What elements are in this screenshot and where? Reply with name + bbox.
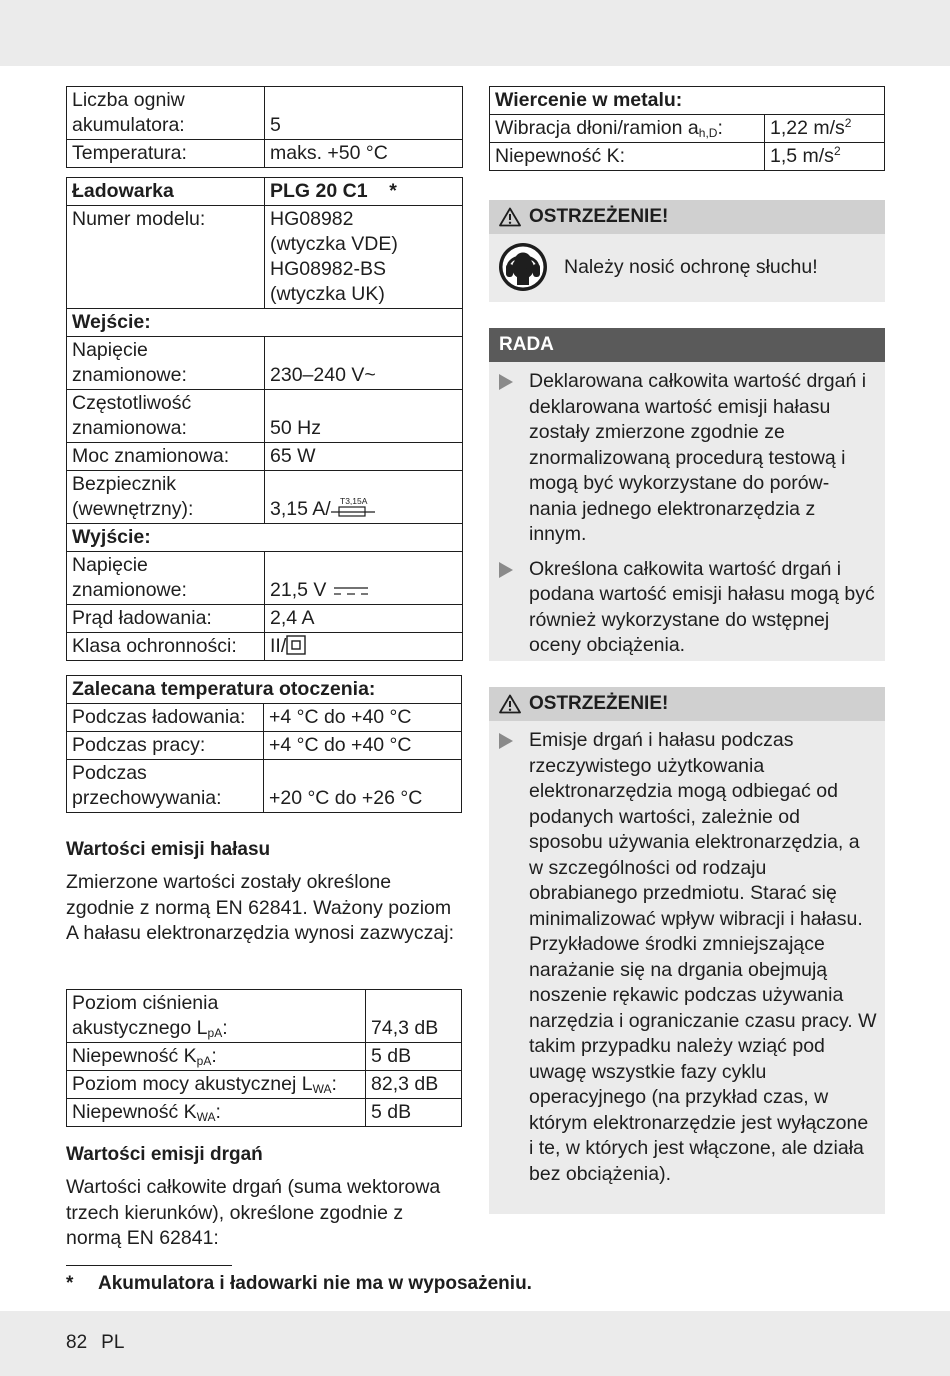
warning-header — [489, 687, 885, 721]
cell-label: Numer modelu: — [67, 206, 265, 309]
charger-table — [66, 177, 463, 661]
footnote-divider — [66, 1265, 232, 1266]
footnote-star: * — [66, 1273, 74, 1294]
superscript: 2 — [844, 116, 852, 130]
input-title: Wejście: — [67, 309, 463, 337]
cell-value: +20 °C do +26 °C — [264, 760, 462, 813]
table-row — [67, 605, 463, 633]
cell-label: Prąd ładowania: — [67, 605, 265, 633]
cell-label: Liczba ogniw — [72, 89, 185, 111]
metal-title: Wiercenie w metalu: — [490, 87, 885, 115]
table-row — [67, 524, 463, 552]
cell-label: Napięcie — [72, 339, 148, 361]
table-row — [67, 760, 462, 813]
superscript: 2 — [833, 144, 841, 158]
tip-box — [489, 328, 885, 661]
cell-value: 230–240 V~ — [265, 337, 463, 390]
table-row: Wibracja dłoni/ramion $a_{h,D}$: 1,22 $m/s^2$ — [490, 115, 885, 143]
table-row — [67, 676, 462, 704]
cell-label: Podczas ładowania: — [67, 704, 264, 732]
fuse-symbol-icon — [331, 495, 375, 519]
vibration-heading: Wartości emisji drgań — [66, 1144, 263, 1165]
cell-label: Wibracja dłoni/ramion a — [495, 117, 699, 139]
cell-label: Niepewność K: — [490, 143, 765, 171]
tip-title: RADA — [499, 334, 554, 355]
tip-text: Deklarowana całkowita wartość drgań i deklarowana wartość emisji hałasu zostały zmierzone zgodnie ze znormalizowaną procedurą testową i mogą być wykorzystane do porów- nania jednego elektronarzędzia z innym. — [529, 370, 867, 545]
arrow-bullet-icon — [499, 562, 513, 578]
cell-value: +4 °C do +40 °C — [264, 732, 462, 760]
cell-label: znamionowa: — [72, 417, 187, 439]
warning-triangle-icon — [499, 207, 521, 227]
table-row — [67, 309, 463, 337]
cell-value: 50 Hz — [265, 390, 463, 443]
subscript: pA — [196, 1054, 212, 1068]
battery-table — [66, 86, 463, 168]
warning-header — [489, 200, 885, 234]
table-row — [67, 337, 463, 390]
cell-value: II/ — [270, 635, 287, 657]
cell-label: znamionowe: — [72, 579, 187, 601]
table-row — [67, 704, 462, 732]
bottom-band — [0, 1311, 950, 1376]
table-row — [67, 390, 463, 443]
model-line: HG08982-BS — [270, 258, 386, 280]
warning-text: Emisje drgań i hałasu podczas rzeczywistego użytkowania elektronarzędzia mogą odbiegać od podanych wartości, zależnie od sposobu używania elektronarzędzia, a w szczególności od rodzaju obrabianego przedmiotu. Starać się minimalizować wpływ wibracji i hałasu. Przykładowe środki zmniejszające narażanie się na drgania obejmują noszenie rękawic podczas używania narzędzia i ograniczanie czasu pracy. W takim przypadku należy wziąć pod uwagę wszystkie fazy cyklu operacyjnego (na przykład czas, w którym elektronarzędzie jest wyłączone i te, w których jest włączone, ale działa bez obciążenia). — [529, 729, 877, 1185]
table-row: Poziom mocy akustycznej $L_{WA}$: 82,3 dB — [67, 1071, 462, 1099]
cell-value: 65 W — [265, 443, 463, 471]
cell-value: 1,22 m/s — [770, 117, 845, 139]
table-row — [490, 143, 885, 171]
subscript: WA — [312, 1082, 332, 1096]
subscript: pA — [207, 1026, 223, 1040]
table-row — [67, 206, 463, 309]
footnote-text: Akumulatora i ładowarki nie ma w wyposażeniu. — [98, 1273, 532, 1294]
table-row — [67, 552, 463, 605]
noise-heading: Wartości emisji hałasu — [66, 839, 271, 860]
cell-label: Napięcie — [72, 554, 148, 576]
cell-label: Klasa ochronności: — [67, 633, 265, 661]
ambient-title: Zalecana temperatura otoczenia: — [67, 676, 462, 704]
page-footer — [66, 1332, 124, 1354]
table-row — [67, 87, 463, 140]
cell-label: Temperatura: — [67, 140, 265, 168]
noise-table — [66, 989, 462, 1127]
vibration-text: Wartości całkowite drgań (suma wektorowa trzech kierunków), określone zgodnie z normą EN 62841: — [66, 1176, 441, 1249]
table-row — [67, 633, 463, 661]
cell-label: Moc znamionowa: — [67, 443, 265, 471]
warning-box-emissions — [489, 687, 885, 1214]
cell-label: akumulatora: — [72, 114, 185, 136]
subscript: h,D — [698, 126, 718, 140]
cell-value: 2,4 A — [265, 605, 463, 633]
warning-box-hearing — [489, 200, 885, 302]
cell-value: 21,5 V — [270, 579, 327, 601]
charger-title: Ładowarka — [67, 178, 265, 206]
cell-value: 82,3 dB — [366, 1071, 462, 1099]
cell-label: przechowywania: — [72, 787, 222, 809]
warning-text: Należy nosić ochronę słuchu! — [564, 255, 818, 278]
dc-symbol-icon — [332, 585, 370, 597]
cell-label: Częstotliwość — [72, 392, 192, 414]
warning-title: OSTRZEŻENIE! — [529, 693, 669, 714]
cell-value: 5 — [265, 87, 463, 140]
ear-protection-icon — [498, 242, 548, 292]
protection-class-icon — [286, 635, 306, 655]
table-row — [67, 732, 462, 760]
arrow-bullet-icon — [499, 733, 513, 749]
language-code: PL — [101, 1332, 125, 1353]
cell-label: (wewnętrzny): — [72, 498, 194, 520]
cell-value: maks. +50 °C — [265, 140, 463, 168]
cell-value: 5 dB — [366, 1043, 462, 1071]
table-row — [67, 140, 463, 168]
list-item — [489, 369, 885, 548]
table-row — [67, 471, 463, 524]
table-row: Poziom ciśnienia akustycznego $L_{pA}$: 74,3 dB — [67, 990, 462, 1043]
cell-label: znamionowe: — [72, 364, 187, 386]
top-band — [0, 0, 950, 66]
list-item — [489, 557, 885, 659]
cell-value: 5 dB — [366, 1099, 462, 1127]
tip-header — [489, 328, 885, 362]
list-item — [489, 728, 885, 1187]
cell-value: 74,3 dB — [366, 990, 462, 1043]
metal-table — [489, 86, 885, 171]
charger-model-name: PLG 20 C1 * — [265, 178, 463, 206]
model-line: HG08982 — [270, 208, 354, 230]
fuse-symbol-text: T3,15A — [339, 496, 368, 506]
model-line: (wtyczka UK) — [270, 283, 385, 305]
cell-value: 3,15 A/ — [270, 498, 331, 520]
table-row — [67, 178, 463, 206]
footnote — [66, 1273, 532, 1295]
cell-label: Podczas pracy: — [67, 732, 264, 760]
arrow-bullet-icon — [499, 374, 513, 390]
tip-text: Określona całkowita wartość drgań i podana wartość emisji hałasu mogą być również wykorzystane do wstępnej oceny obciążenia. — [529, 557, 875, 656]
warning-content — [489, 234, 885, 292]
cell-label: Podczas — [72, 762, 147, 784]
warning-title: OSTRZEŻENIE! — [529, 206, 669, 227]
ambient-table — [66, 675, 462, 813]
cell-label: Bezpiecznik — [72, 473, 177, 495]
table-row: Niepewność $K_{WA}$: 5 dB — [67, 1099, 462, 1127]
output-title: Wyjście: — [67, 524, 463, 552]
cell-label: akustycznego L — [72, 1017, 208, 1039]
subscript: WA — [196, 1110, 216, 1124]
cell-label: Niepewność K — [72, 1045, 197, 1067]
table-row — [67, 443, 463, 471]
model-line: (wtyczka VDE) — [270, 233, 398, 255]
table-row: Niepewność $K_{pA}$: 5 dB — [67, 1043, 462, 1071]
cell-label: Poziom mocy akustycznej L — [72, 1073, 313, 1095]
cell-value: 1,5 m/s — [770, 145, 834, 167]
cell-label: Niepewność K — [72, 1101, 197, 1123]
cell-label: Poziom ciśnienia — [72, 992, 219, 1014]
cell-value: +4 °C do +40 °C — [264, 704, 462, 732]
noise-text: Zmierzone wartości zostały określone zgodnie z normą EN 62841. Ważony poziom A hałasu elektronarzędzia wynosi zazwyczaj: — [66, 871, 455, 944]
page-number: 82 — [66, 1332, 88, 1353]
warning-triangle-icon — [499, 694, 521, 714]
table-row — [490, 87, 885, 115]
